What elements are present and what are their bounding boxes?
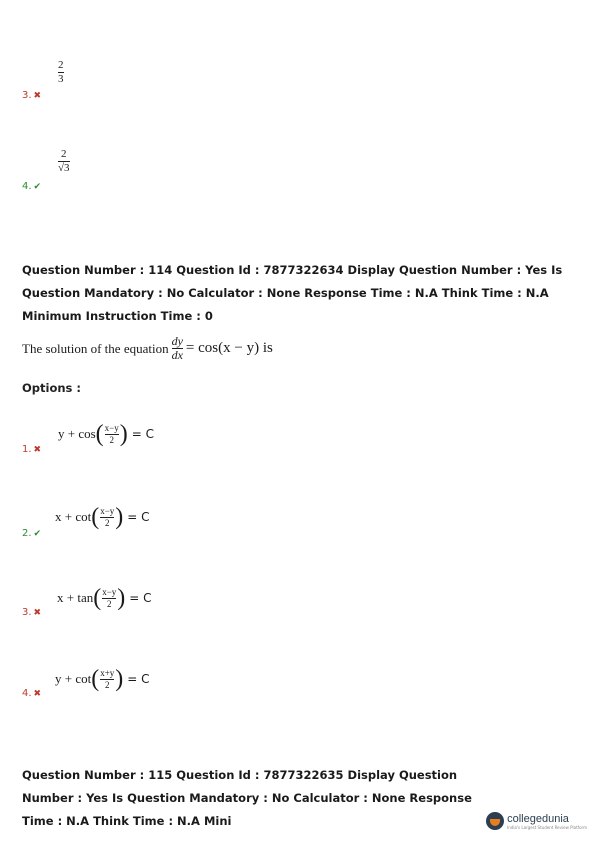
logo-mascot-icon [486, 812, 504, 830]
check-icon: ✔ [33, 529, 42, 539]
option-number: 2. [22, 528, 32, 539]
derivative-numerator: dy [171, 334, 183, 348]
derivative-denominator: dx [171, 348, 183, 362]
option-1-number [22, 444, 41, 455]
arg-fraction [102, 588, 116, 609]
expr-lead: y + cos [58, 426, 96, 441]
question-115-meta: Question Number : 115 Question Id : 7877322635 Display Question Number : Yes Is Question Mandatory : No Calculator : None Response Time : N.A Think Time : N.A Mini [22, 768, 472, 828]
arg-denominator: 2 [107, 598, 112, 609]
left-paren: ( [91, 504, 100, 530]
derivative-fraction [172, 336, 183, 361]
option-4-expression [55, 667, 150, 691]
right-paren: ) [115, 504, 124, 530]
logo-text [507, 813, 587, 830]
right-paren: ) [115, 666, 124, 692]
expr-lead: y + cot [55, 671, 92, 686]
option-2-number [22, 528, 41, 539]
fraction-denominator: 3 [58, 73, 64, 85]
option-1-expression [58, 422, 154, 446]
option-number: 4. [22, 181, 32, 192]
expr-rhs: = C [127, 672, 150, 686]
right-paren: ) [117, 585, 126, 611]
option-number: 4. [22, 688, 32, 699]
arg-numerator: x+y [100, 667, 115, 678]
option-3-expression [57, 586, 152, 610]
arg-fraction [105, 424, 119, 445]
arg-fraction [100, 507, 114, 528]
cross-icon: ✖ [33, 445, 42, 455]
arg-fraction [100, 669, 114, 690]
cross-icon: ✖ [33, 608, 42, 618]
logo-brand: collegedunia [507, 812, 569, 825]
left-paren: ( [91, 666, 100, 692]
prev-option-3-fraction [58, 60, 64, 85]
expr-rhs: = C [131, 427, 154, 441]
option-number: 3. [22, 607, 32, 618]
option-number: 1. [22, 444, 32, 455]
option-2-expression [55, 505, 150, 529]
stem-suffix: = cos(x − y) is [185, 340, 273, 356]
arg-denominator: 2 [109, 434, 114, 445]
prev-option-4-number [22, 181, 41, 192]
option-3-number [22, 607, 41, 618]
prev-option-4-fraction [58, 149, 70, 174]
cross-icon: ✖ [33, 91, 42, 101]
left-paren: ( [93, 585, 102, 611]
question-114-stem [22, 336, 273, 361]
option-number: 3. [22, 90, 32, 101]
fraction-numerator: 2 [61, 148, 67, 160]
arg-numerator: x−y [104, 422, 119, 433]
expr-lead: x + tan [57, 590, 94, 605]
check-icon: ✔ [33, 182, 42, 192]
arg-numerator: x−y [102, 586, 117, 597]
arg-denominator: 2 [105, 517, 110, 528]
cross-icon: ✖ [33, 689, 42, 699]
arg-denominator: 2 [105, 679, 110, 690]
expr-lead: x + cot [55, 509, 92, 524]
question-114-meta: Question Number : 114 Question Id : 7877322634 Display Question Number : Yes Is Question Mandatory : No Calculator : None Response Time : N.A Think Time : N.A Minimum Instruction Time : 0 [22, 263, 563, 323]
logo-tagline: India's Largest Student Review Platform [507, 824, 587, 830]
option-4-number [22, 688, 41, 699]
right-paren: ) [119, 421, 128, 447]
fraction-numerator: 2 [58, 59, 64, 71]
prev-option-3-number [22, 90, 41, 101]
expr-rhs: = C [129, 591, 152, 605]
options-label: Options : [22, 381, 81, 395]
arg-numerator: x−y [100, 505, 115, 516]
stem-prefix: The solution of the equation [22, 340, 169, 356]
fraction-denominator: √3 [58, 162, 70, 174]
collegedunia-logo [486, 812, 587, 830]
left-paren: ( [95, 421, 104, 447]
expr-rhs: = C [127, 510, 150, 524]
